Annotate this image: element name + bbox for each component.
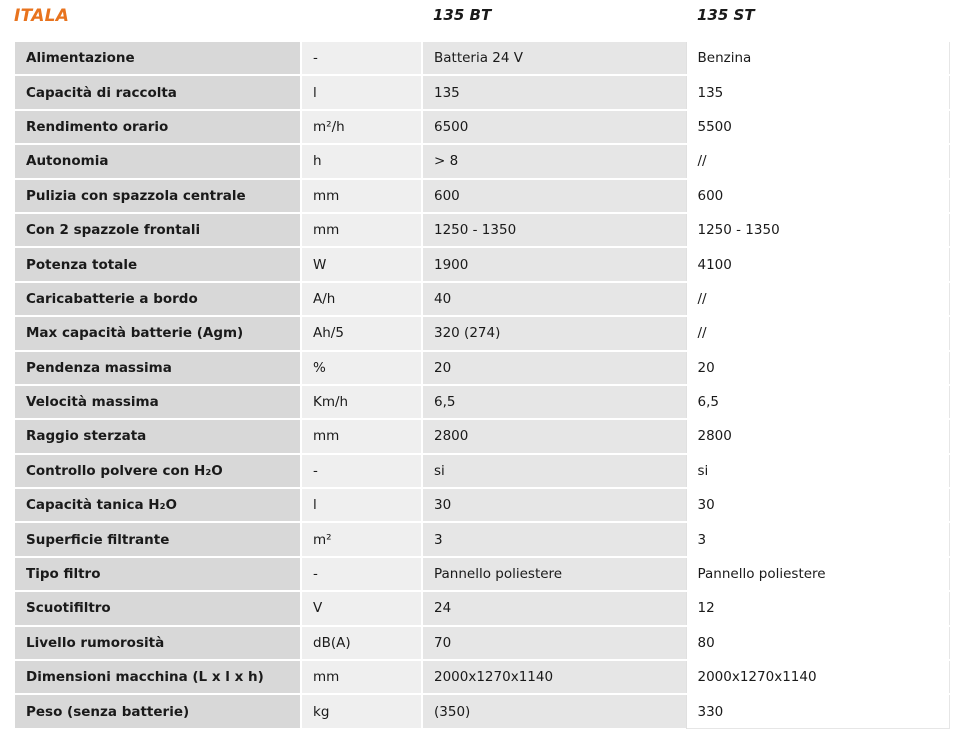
spec-value-135-bt: 70 [422, 626, 686, 660]
spec-label: Alimentazione [15, 41, 301, 75]
table-row [15, 75, 949, 109]
spec-value-135-st: 3 [686, 522, 949, 556]
table-row [15, 179, 949, 213]
spec-unit: mm [301, 213, 422, 247]
table-row [15, 385, 949, 419]
spec-unit: Ah/5 [301, 316, 422, 350]
spec-label: Potenza totale [15, 247, 301, 281]
spec-label: Controllo polvere con H₂O [15, 454, 301, 488]
spec-table [15, 40, 950, 729]
spec-unit: mm [301, 179, 422, 213]
spec-unit: kg [301, 694, 422, 728]
model-heading-135-bt: 135 BT [433, 6, 492, 24]
spec-value-135-bt: 6500 [422, 110, 686, 144]
spec-value-135-st: Benzina [686, 41, 949, 75]
spec-value-135-st: 12 [686, 591, 949, 625]
table-row [15, 316, 949, 350]
table-row [15, 110, 949, 144]
spec-unit: mm [301, 660, 422, 694]
table-row [15, 660, 949, 694]
spec-label: Pulizia con spazzola centrale [15, 179, 301, 213]
spec-value-135-st: 6,5 [686, 385, 949, 419]
spec-label: Livello rumorosità [15, 626, 301, 660]
spec-unit: mm [301, 419, 422, 453]
spec-value-135-bt: 1900 [422, 247, 686, 281]
spec-value-135-st: // [686, 316, 949, 350]
spec-value-135-bt: 320 (274) [422, 316, 686, 350]
spec-label: Peso (senza batterie) [15, 694, 301, 728]
spec-label: Velocità massima [15, 385, 301, 419]
table-row [15, 694, 949, 728]
table-row [15, 282, 949, 316]
spec-value-135-st: // [686, 282, 949, 316]
spec-unit: A/h [301, 282, 422, 316]
spec-unit: % [301, 351, 422, 385]
spec-value-135-bt: 600 [422, 179, 686, 213]
spec-value-135-st: // [686, 144, 949, 178]
spec-value-135-st: 135 [686, 75, 949, 109]
table-row [15, 41, 949, 75]
spec-value-135-st: 330 [686, 694, 949, 728]
spec-label: Raggio sterzata [15, 419, 301, 453]
spec-value-135-st: 600 [686, 179, 949, 213]
spec-label: Superficie filtrante [15, 522, 301, 556]
spec-unit: Km/h [301, 385, 422, 419]
table-row [15, 213, 949, 247]
spec-value-135-st: 80 [686, 626, 949, 660]
spec-label: Dimensioni macchina (L x l x h) [15, 660, 301, 694]
spec-value-135-bt: 20 [422, 351, 686, 385]
spec-label: Con 2 spazzole frontali [15, 213, 301, 247]
spec-unit: m² [301, 522, 422, 556]
spec-value-135-bt: Batteria 24 V [422, 41, 686, 75]
spec-value-135-st: 30 [686, 488, 949, 522]
spec-value-135-bt: si [422, 454, 686, 488]
spec-value-135-st: Pannello poliestere [686, 557, 949, 591]
spec-unit: - [301, 557, 422, 591]
table-row [15, 522, 949, 556]
spec-label: Capacità di raccolta [15, 75, 301, 109]
table-row [15, 488, 949, 522]
spec-value-135-bt: 40 [422, 282, 686, 316]
spec-value-135-st: 5500 [686, 110, 949, 144]
spec-label: Max capacità batterie (Agm) [15, 316, 301, 350]
spec-value-135-bt: Pannello poliestere [422, 557, 686, 591]
spec-value-135-bt: 3 [422, 522, 686, 556]
table-row [15, 247, 949, 281]
spec-value-135-st: 2800 [686, 419, 949, 453]
spec-unit: m²/h [301, 110, 422, 144]
spec-value-135-bt: > 8 [422, 144, 686, 178]
spec-value-135-st: 2000x1270x1140 [686, 660, 949, 694]
table-row [15, 144, 949, 178]
spec-unit: h [301, 144, 422, 178]
spec-label: Scuotifiltro [15, 591, 301, 625]
table-header [0, 6, 963, 34]
spec-value-135-st: 1250 - 1350 [686, 213, 949, 247]
brand-title: ITALA [14, 6, 70, 26]
spec-value-135-st: 4100 [686, 247, 949, 281]
spec-label: Caricabatterie a bordo [15, 282, 301, 316]
spec-value-135-st: 20 [686, 351, 949, 385]
spec-label: Rendimento orario [15, 110, 301, 144]
spec-label: Autonomia [15, 144, 301, 178]
table-row [15, 454, 949, 488]
spec-value-135-st: si [686, 454, 949, 488]
spec-label: Pendenza massima [15, 351, 301, 385]
spec-unit: dB(A) [301, 626, 422, 660]
table-row [15, 557, 949, 591]
spec-table-body [15, 41, 949, 728]
spec-value-135-bt: (350) [422, 694, 686, 728]
spec-value-135-bt: 2800 [422, 419, 686, 453]
spec-value-135-bt: 24 [422, 591, 686, 625]
spec-unit: V [301, 591, 422, 625]
spec-unit: l [301, 488, 422, 522]
spec-unit: W [301, 247, 422, 281]
table-row [15, 419, 949, 453]
spec-unit: - [301, 41, 422, 75]
spec-value-135-bt: 1250 - 1350 [422, 213, 686, 247]
table-row [15, 626, 949, 660]
spec-label: Tipo filtro [15, 557, 301, 591]
spec-value-135-bt: 30 [422, 488, 686, 522]
spec-value-135-bt: 6,5 [422, 385, 686, 419]
spec-unit: - [301, 454, 422, 488]
model-heading-135-st: 135 ST [697, 6, 755, 24]
spec-value-135-bt: 135 [422, 75, 686, 109]
spec-unit: l [301, 75, 422, 109]
spec-label: Capacità tanica H₂O [15, 488, 301, 522]
spec-value-135-bt: 2000x1270x1140 [422, 660, 686, 694]
table-row [15, 591, 949, 625]
table-row [15, 351, 949, 385]
